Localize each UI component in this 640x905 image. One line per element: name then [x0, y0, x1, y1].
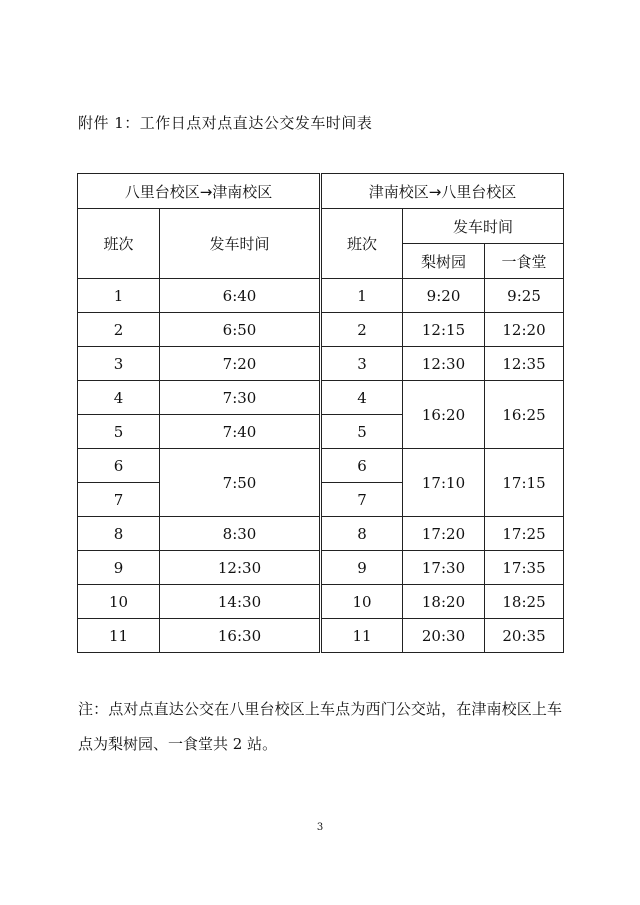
left-trip-cell: 9	[78, 551, 160, 585]
table-row	[78, 313, 564, 347]
left-trip-cell: 2	[78, 313, 160, 347]
left-trip-cell: 10	[78, 585, 160, 619]
stop-a-time-cell: 12:15	[403, 313, 485, 347]
stop-b-time-cell: 17:15	[485, 449, 564, 517]
left-time-cell: 7:20	[160, 347, 321, 381]
left-time-cell: 7:30	[160, 381, 321, 415]
table-row	[78, 585, 564, 619]
right-trip-cell: 10	[321, 585, 403, 619]
stop-a-time-cell: 18:20	[403, 585, 485, 619]
right-trip-cell: 11	[321, 619, 403, 653]
left-depart-header: 发车时间	[160, 209, 321, 279]
table-row	[78, 347, 564, 381]
header-row-2	[78, 209, 564, 244]
stop-b-time-cell: 9:25	[485, 279, 564, 313]
left-time-cell: 7:40	[160, 415, 321, 449]
left-time-cell: 8:30	[160, 517, 321, 551]
page-number: 3	[316, 822, 324, 833]
right-trip-cell: 7	[321, 483, 403, 517]
left-time-cell: 14:30	[160, 585, 321, 619]
stop-a-time-cell: 17:10	[403, 449, 485, 517]
left-trip-cell: 7	[78, 483, 160, 517]
stop-a-time-cell: 16:20	[403, 381, 485, 449]
left-trip-cell: 5	[78, 415, 160, 449]
stop-b-time-cell: 20:35	[485, 619, 564, 653]
right-trip-cell: 5	[321, 415, 403, 449]
table-row	[78, 551, 564, 585]
right-trip-header: 班次	[321, 209, 403, 279]
left-time-cell: 16:30	[160, 619, 321, 653]
section-right-header: 津南校区→八里台校区	[321, 174, 564, 209]
stop-b-time-cell: 18:25	[485, 585, 564, 619]
stop-b-time-cell: 16:25	[485, 381, 564, 449]
left-time-cell: 6:40	[160, 279, 321, 313]
stop-b-time-cell: 12:35	[485, 347, 564, 381]
table-row	[78, 619, 564, 653]
right-trip-cell: 9	[321, 551, 403, 585]
attachment-title: 附件 1：工作日点对点直达公交发车时间表	[78, 114, 373, 132]
right-trip-cell: 4	[321, 381, 403, 415]
stop-a-time-cell: 17:30	[403, 551, 485, 585]
right-trip-cell: 3	[321, 347, 403, 381]
stop-a-header: 梨树园	[403, 244, 485, 279]
right-depart-header: 发车时间	[403, 209, 564, 244]
left-trip-cell: 4	[78, 381, 160, 415]
stop-b-time-cell: 12:20	[485, 313, 564, 347]
footnote: 注：点对点直达公交在八里台校区上车点为西门公交站，在津南校区上车点为梨树园、一食堂共 2 站。	[78, 700, 562, 753]
stop-a-time-cell: 17:20	[403, 517, 485, 551]
stop-b-time-cell: 17:25	[485, 517, 564, 551]
left-trip-cell: 3	[78, 347, 160, 381]
stop-b-header: 一食堂	[485, 244, 564, 279]
stop-a-time-cell: 9:20	[403, 279, 485, 313]
left-trip-cell: 8	[78, 517, 160, 551]
table-row	[78, 381, 564, 415]
left-time-cell: 12:30	[160, 551, 321, 585]
left-trip-cell: 1	[78, 279, 160, 313]
left-trip-header: 班次	[78, 209, 160, 279]
table-row	[78, 517, 564, 551]
header-row-sections	[78, 174, 564, 209]
section-left-header: 八里台校区→津南校区	[78, 174, 321, 209]
right-trip-cell: 2	[321, 313, 403, 347]
left-time-cell: 6:50	[160, 313, 321, 347]
stop-a-time-cell: 12:30	[403, 347, 485, 381]
left-time-cell: 7:50	[160, 449, 321, 517]
right-trip-cell: 8	[321, 517, 403, 551]
left-trip-cell: 11	[78, 619, 160, 653]
right-trip-cell: 6	[321, 449, 403, 483]
stop-a-time-cell: 20:30	[403, 619, 485, 653]
table-row	[78, 449, 564, 483]
right-trip-cell: 1	[321, 279, 403, 313]
stop-b-time-cell: 17:35	[485, 551, 564, 585]
table-row	[78, 279, 564, 313]
left-trip-cell: 6	[78, 449, 160, 483]
bus-schedule-table	[77, 173, 564, 653]
